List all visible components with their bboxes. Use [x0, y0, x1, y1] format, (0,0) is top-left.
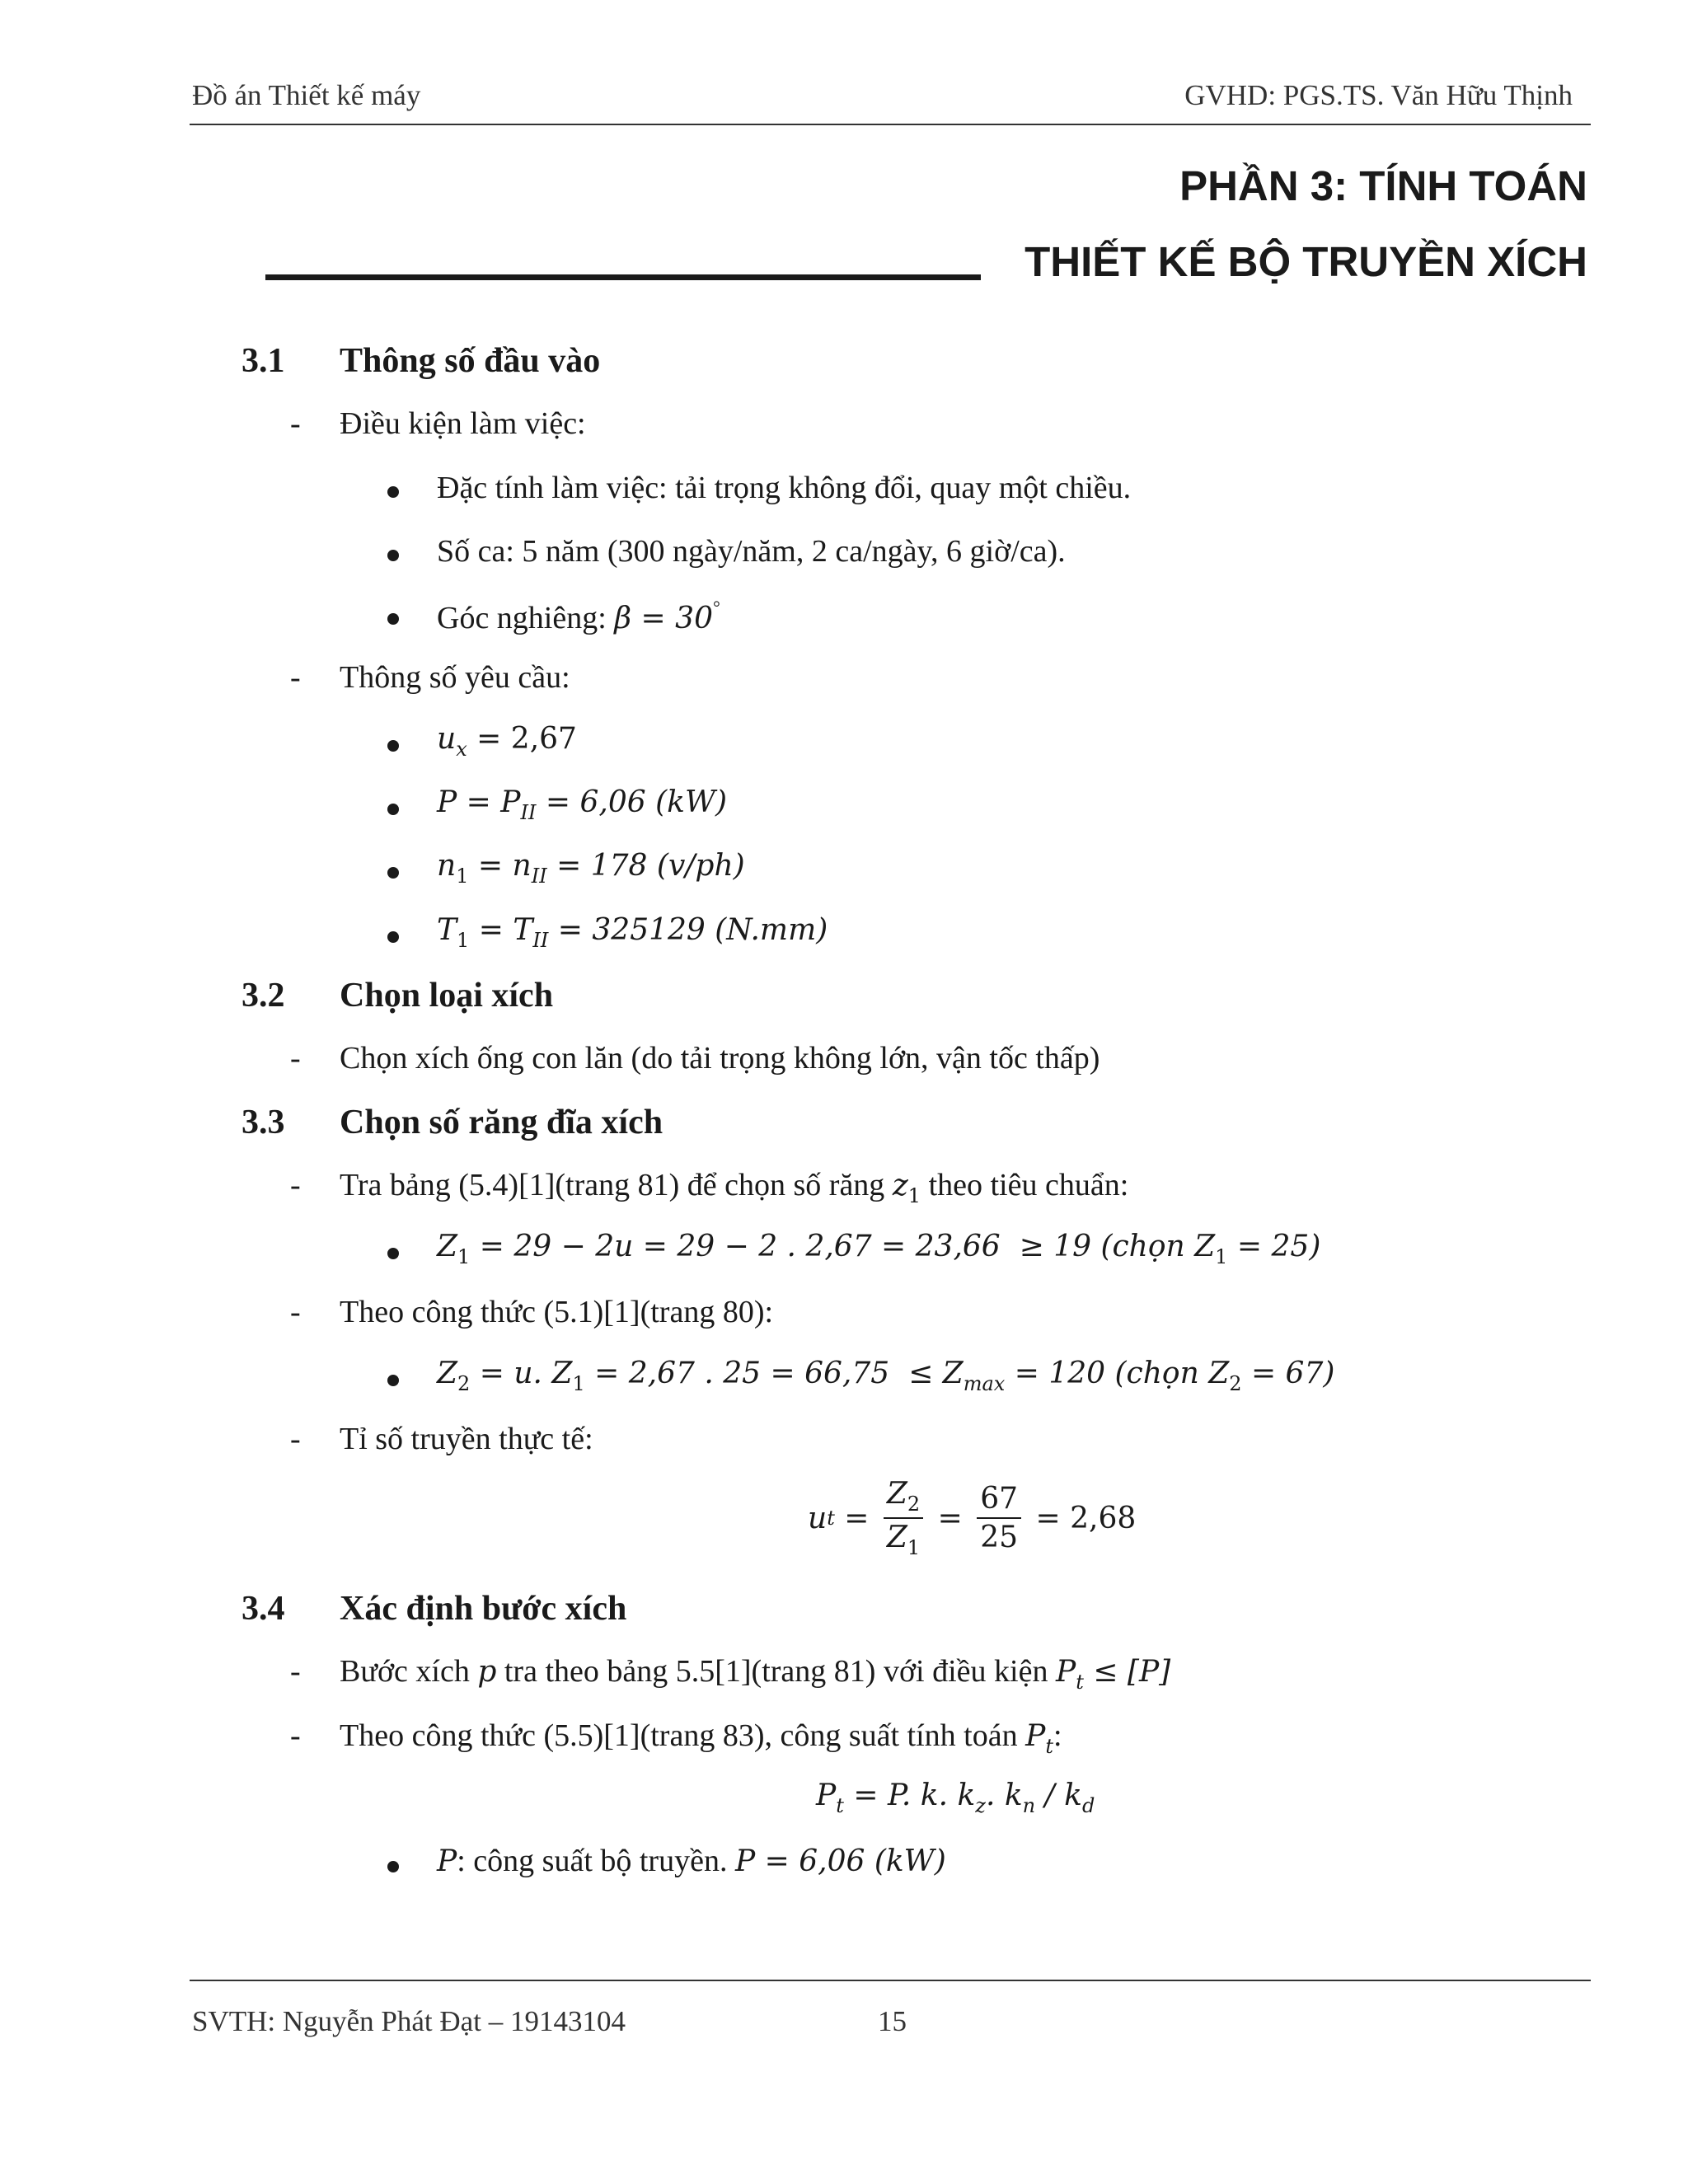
section-title-3-1: Thông số đầu vào [340, 342, 601, 380]
section-number-3-2: 3.2 [241, 977, 285, 1015]
formula-speed: $n_1 = n_{II} = 178$ (v/ph) [437, 849, 745, 888]
dash-marker: - [290, 660, 301, 695]
bullet-marker [387, 613, 399, 625]
header-rule [190, 124, 1591, 125]
dash-marker: - [290, 1168, 301, 1202]
dash-marker: - [290, 1718, 301, 1753]
s33-item-formula-ref: Theo công thức (5.1)[1](trang 80): [340, 1295, 774, 1329]
dash-marker: - [290, 1654, 301, 1689]
formula-ux: $u_x = 2,67$ [437, 722, 577, 761]
bullet-marker [387, 1248, 399, 1259]
section-title-3-2: Chọn loại xích [340, 977, 554, 1015]
fraction-67-25: $\frac{67}{25}$ [977, 1482, 1021, 1554]
dash-marker: - [290, 1295, 301, 1329]
bullet-marker [387, 550, 399, 561]
footer-left: SVTH: Nguyễn Phát Đạt – 19143104 [192, 2005, 626, 2037]
part-title-line1: PHẦN 3: TÍNH TOÁN [1179, 162, 1587, 209]
s34-item-pitch: Bước xích p tra theo bảng 5.5[1](trang 81) với điều kiện $P_t \le [P]$ [340, 1654, 1171, 1694]
s31-item-conditions: Điều kiện làm việc: [340, 406, 586, 441]
formula-ut-fraction: u t = $\frac{Z_2}{Z_1}$ = $\frac{67}{25}$ = 2,68 [808, 1477, 1137, 1559]
bullet-marker [387, 1861, 399, 1872]
formula-z1: $Z_1 = 29 - 2u = 29 - 2$ . 2,67 = 23,66 ≥ 19 (chọn $Z_1 = 25$) [437, 1230, 1321, 1268]
section-title-3-3: Chọn số răng đĩa xích [340, 1104, 663, 1141]
bullet-marker [387, 740, 399, 752]
angle-formula: β = 30 [614, 602, 713, 635]
s31-bullet-shifts: Số ca: 5 năm (300 ngày/năm, 2 ca/ngày, 6 giờ/ca). [437, 534, 1066, 569]
dash-marker: - [290, 1041, 301, 1076]
s31-bullet-characteristics: Đặc tính làm việc: tải trọng không đổi, quay một chiều. [437, 471, 1132, 505]
section-number-3-3: 3.3 [241, 1104, 285, 1141]
section-title-3-4: Xác định bước xích [340, 1590, 627, 1628]
section-number-3-1: 3.1 [241, 342, 285, 380]
s33-item-actual-ratio: Tỉ số truyền thực tế: [340, 1422, 593, 1456]
s31-item-requirements: Thông số yêu cầu: [340, 660, 570, 695]
formula-z2: $Z_2 = u$. $Z_1 = 2,67$ . $25 = 66,75 \le Z_{max} = 120$ (chọn $Z_2 = 67$) [437, 1357, 1335, 1395]
angle-label: Góc nghiêng: [437, 601, 615, 635]
s34-bullet-power: P: công suất bộ truyền. P = 6,06 (kW) [437, 1844, 946, 1878]
dash-marker: - [290, 406, 301, 441]
bullet-marker [387, 1375, 399, 1386]
bullet-marker [387, 486, 399, 498]
footer-rule [190, 1980, 1591, 1981]
formula-pt: $P_t = P$. k. $k_z$. $k_n / k_d$ [816, 1779, 1095, 1817]
s34-item-power-formula-ref: Theo công thức (5.5)[1](trang 83), công suất tính toán $P_t$: [340, 1718, 1062, 1758]
page-number: 15 [878, 2005, 907, 2037]
s32-item-chain-type: Chọn xích ống con lăn (do tải trọng không lớn, vận tốc thấp) [340, 1041, 1100, 1076]
bullet-marker [387, 867, 399, 879]
section-number-3-4: 3.4 [241, 1590, 285, 1628]
fraction-z2-z1: $\frac{Z_2}{Z_1}$ [884, 1477, 923, 1559]
degree-symbol: ° [712, 597, 720, 617]
bullet-marker [387, 931, 399, 943]
title-bar [265, 274, 981, 280]
dash-marker: - [290, 1422, 301, 1456]
s31-bullet-angle [437, 597, 720, 636]
part-title-line2: THIẾT KẾ BỘ TRUYỀN XÍCH [1025, 238, 1587, 285]
s33-item-table-lookup: Tra bảng (5.4)[1](trang 81) để chọn số răng $z_1$ theo tiêu chuẩn: [340, 1168, 1129, 1207]
formula-power: $P = P_{II} = 6,06$ (kW) [437, 785, 728, 824]
formula-torque: $T_1 = T_{II} = 325129$ (N.mm) [437, 913, 828, 952]
bullet-marker [387, 804, 399, 815]
header-right: GVHD: PGS.TS. Văn Hữu Thịnh [1184, 79, 1573, 111]
header-left: Đồ án Thiết kế máy [192, 79, 421, 111]
